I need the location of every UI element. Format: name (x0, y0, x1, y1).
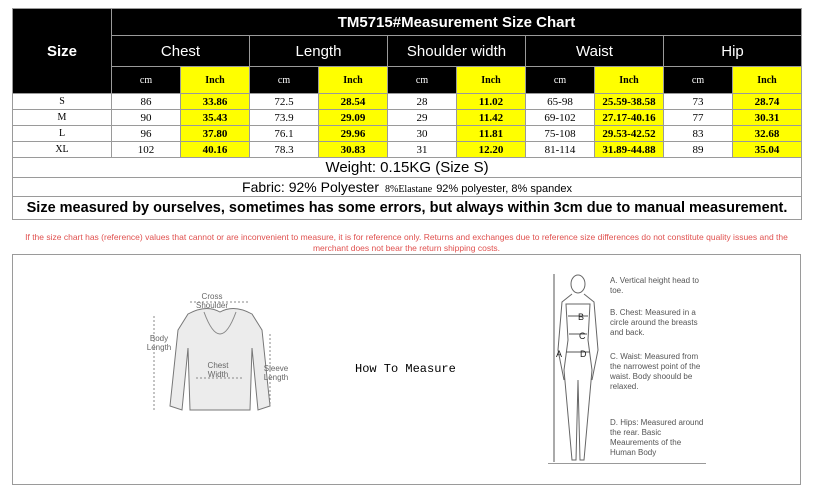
how-to-measure-label: How To Measure (355, 362, 456, 376)
table-cell: 31.89-44.88 (595, 142, 664, 158)
table-cell: 25.59-38.58 (595, 94, 664, 110)
table-cell: 73 (664, 94, 733, 110)
table-cell: 83 (664, 126, 733, 142)
table-cell: 30 (388, 126, 457, 142)
table-cell: 28.54 (319, 94, 388, 110)
table-cell: 32.68 (733, 126, 802, 142)
body-diagram-baseline (548, 463, 706, 464)
table-cell: 28.74 (733, 94, 802, 110)
table-cell: 30.83 (319, 142, 388, 158)
table-cell: 81-114 (526, 142, 595, 158)
table-cell: 11.02 (457, 94, 526, 110)
unit-cm: cm (112, 67, 181, 94)
size-cell: XL (13, 142, 112, 158)
group-header-2: Shoulder width (388, 36, 526, 67)
size-column-header: Size (13, 9, 112, 94)
table-cell: 102 (112, 142, 181, 158)
table-row (13, 142, 802, 158)
size-cell: L (13, 126, 112, 142)
table-cell: 35.04 (733, 142, 802, 158)
table-cell: 31 (388, 142, 457, 158)
group-header-3: Waist (526, 36, 664, 67)
table-cell: 28 (388, 94, 457, 110)
sleeve-length-label: Sleeve Length (263, 364, 289, 382)
fabric-main: Fabric: 92% Polyester (242, 179, 379, 195)
table-cell: 29.09 (319, 110, 388, 126)
unit-cm: cm (388, 67, 457, 94)
table-cell: 72.5 (250, 94, 319, 110)
size-cell: S (13, 94, 112, 110)
table-cell: 96 (112, 126, 181, 142)
unit-cm: cm (526, 67, 595, 94)
note-c: C. Waist: Measured from the narrowest point of the waist. Body shoould be relaxed. (610, 352, 701, 391)
table-cell: 86 (112, 94, 181, 110)
letter-d: D (580, 349, 587, 359)
chart-title: TM5715#Measurement Size Chart (112, 9, 802, 36)
group-header-0: Chest (112, 36, 250, 67)
note-b: B. Chest: Measured in a circle around the breasts and back. (610, 308, 698, 337)
cross-shoulder-label: Cross Shoulder (195, 292, 229, 310)
group-header-1: Length (250, 36, 388, 67)
fabric-elastane: 8%Elastane (384, 184, 433, 195)
table-cell: 29.96 (319, 126, 388, 142)
table-cell: 27.17-40.16 (595, 110, 664, 126)
letter-b: B (578, 312, 585, 322)
measurement-note: Size measured by ourselves, sometimes has some errors, but always within 3cm due to manual measurement. (13, 197, 802, 220)
table-cell: 73.9 (250, 110, 319, 126)
table-cell: 29 (388, 110, 457, 126)
disclaimer-text: If the size chart has (reference) values that cannot or are inconvenient to measure, it is for reference only. Returns and exchanges due to reference size differences do not constitute quality issues and the merchant does not bear the return shipping costs. (25, 232, 788, 253)
unit-inch: Inch (595, 67, 664, 94)
table-cell: 65-98 (526, 94, 595, 110)
table-cell: 33.86 (181, 94, 250, 110)
fabric-info (13, 178, 802, 197)
unit-cm: cm (664, 67, 733, 94)
weight-info: Weight: 0.15KG (Size S) (13, 158, 802, 178)
unit-cm: cm (250, 67, 319, 94)
fabric-detail: 92% polyester, 8% spandex (436, 183, 572, 195)
letter-c: C (579, 331, 586, 341)
table-cell: 89 (664, 142, 733, 158)
table-cell: 77 (664, 110, 733, 126)
table-cell: 69-102 (526, 110, 595, 126)
body-length-label: Body Length (146, 334, 172, 352)
table-cell: 37.80 (181, 126, 250, 142)
note-a: A. Vertical height head to toe. (610, 276, 699, 295)
table-cell: 40.16 (181, 142, 250, 158)
table-cell: 29.53-42.52 (595, 126, 664, 142)
table-cell: 30.31 (733, 110, 802, 126)
unit-inch: Inch (457, 67, 526, 94)
table-cell: 78.3 (250, 142, 319, 158)
group-header-4: Hip (664, 36, 802, 67)
chest-width-label: Chest Width (207, 361, 229, 379)
size-cell: M (13, 110, 112, 126)
table-cell: 11.81 (457, 126, 526, 142)
human-body-illustration (548, 270, 608, 470)
note-d: D. Hips: Measured around the rear. Basic Meaurements of the Human Body (610, 418, 704, 457)
size-chart (12, 8, 801, 220)
letter-a: A (556, 349, 563, 359)
table-row (13, 94, 802, 110)
table-cell: 12.20 (457, 142, 526, 158)
table-cell: 75-108 (526, 126, 595, 142)
table-row (13, 126, 802, 142)
table-cell: 76.1 (250, 126, 319, 142)
table-cell: 35.43 (181, 110, 250, 126)
table-cell: 90 (112, 110, 181, 126)
table-row (13, 110, 802, 126)
size-chart-table (12, 8, 802, 220)
unit-inch: Inch (319, 67, 388, 94)
unit-inch: Inch (733, 67, 802, 94)
unit-inch: Inch (181, 67, 250, 94)
table-cell: 11.42 (457, 110, 526, 126)
